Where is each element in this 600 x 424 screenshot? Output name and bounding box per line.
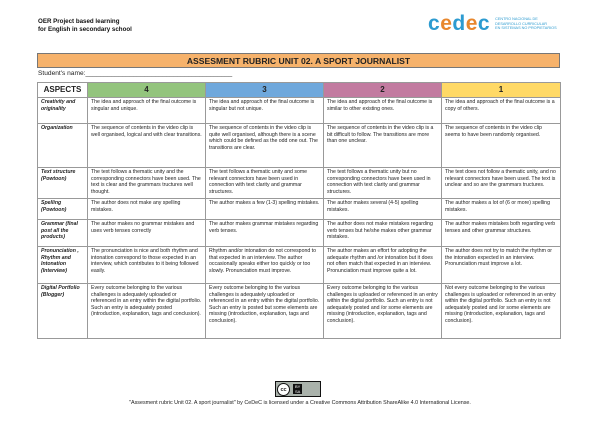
aspect-cell: Creativity and originality: [38, 98, 88, 124]
score-1-cell: The author makes a lot of (6 or more) spelling mistakes.: [442, 199, 561, 220]
aspect-cell: Organization: [38, 124, 88, 168]
rubric-header-row: [38, 83, 561, 98]
score-2-cell: The text follows a thematic unity but no corresponding connectors have been used in connection with text clarity and grammar structures.: [324, 168, 442, 199]
logo-wordmark: cedec: [428, 12, 491, 35]
score-3-cell: The author makes a few (1-3) spelling mistakes.: [206, 199, 324, 220]
score-1-cell: Not every outcome belonging to the various challenges is uploaded or referenced in an entry within the digital portfolio. Such an entry is not adequately posted and /or some elements are missing (introduction, explanation, tags and conclusion).: [442, 284, 561, 339]
score-4-cell: The pronunciation is nice and both rhythm and intonation correspond to those expected in an interview, which contributes to it being followed easily.: [88, 247, 206, 284]
project-header: [38, 18, 132, 34]
score-4-cell: Every outcome belonging to the various challenges is adequately uploaded or referenced in an entry within the digital portfolio. Such an entry is adequately posted (introduction, explanation, tags and conclusion).: [88, 284, 206, 339]
project-header-line2: for English in secondary school: [38, 26, 132, 33]
aspect-cell: Text structure (Powtoon): [38, 168, 88, 199]
table-row: [38, 284, 561, 339]
table-row: [38, 98, 561, 124]
aspect-cell: Digital Portfolio (Blogger): [38, 284, 88, 339]
aspect-cell: Spelling (Powtoon): [38, 199, 88, 220]
logo-subtitle: CENTRO NACIONAL DE DESARROLLO CURRICULAR EN SISTEMAS NO PROPIETARIOS: [495, 17, 557, 31]
score-1-cell: The author makes mistakes both regarding verb tenses and other grammar structures.: [442, 220, 561, 247]
score-4-cell: The author makes no grammar mistakes and uses verb tenses correctly: [88, 220, 206, 247]
score-3-cell: Every outcome belonging to the various challenges is adequately uploaded or referenced in an entry within the digital portfolio. Such an entry is posted but some elements are missing (introduction, explanation, tags and conclusion).: [206, 284, 324, 339]
header-score-1: 1: [442, 83, 561, 98]
table-row: [38, 168, 561, 199]
score-2-cell: The idea and approach of the final outcome is similar to other existing ones.: [324, 98, 442, 124]
rubric-table: [37, 82, 561, 339]
cc-by-sa-icon: BY SA: [295, 384, 301, 394]
table-row: [38, 199, 561, 220]
aspect-cell: Grammar (final post all the products): [38, 220, 88, 247]
table-row: [38, 247, 561, 284]
score-2-cell: Every outcome belonging to the various challenges is uploaded or referenced in an entry within the digital portfolio. Such an entry is not adequately posted and /or some elements are missing (introduction, explanation, tags and conclusion).: [324, 284, 442, 339]
score-1-cell: The text does not follow a thematic unity, and no relevant connectors have been used. The text is unclear and so are the grammars tructures.: [442, 168, 561, 199]
cc-icon: cc: [277, 383, 290, 396]
score-3-cell: The author makes grammar mistakes regarding verb tenses.: [206, 220, 324, 247]
score-3-cell: Rhythm and/or intonation do not correspond to that expected in an interview. The author occasionally speaks either too quickly or too slowly. Pronunciation must improve.: [206, 247, 324, 284]
score-3-cell: The sequence of contents in the video clip is quite well organised, although there is a scene which could be defined as the odd one out. The transitions are clear.: [206, 124, 324, 168]
table-row: [38, 220, 561, 247]
score-2-cell: The sequence of contents in the video clip is a bit difficult to follow. The transitions are more than one unclear.: [324, 124, 442, 168]
project-header-line1: OER Project based learning: [38, 18, 120, 25]
score-3-cell: The idea and approach of the final outcome is singular but not unique.: [206, 98, 324, 124]
score-2-cell: The author does not make mistakes regarding verb tenses but he/she makes other grammar mistakes.: [324, 220, 442, 247]
table-row: [38, 124, 561, 168]
score-1-cell: The author does not try to match the rhythm or the intonation expected in an interview. Pronunciation must improve a lot.: [442, 247, 561, 284]
header-aspects: ASPECTS: [38, 83, 88, 98]
student-name-field: Student's name:________________________________________: [38, 70, 233, 77]
cc-license-badge[interactable]: [275, 381, 321, 397]
score-4-cell: The idea and approach of the final outcome is singular and unique.: [88, 98, 206, 124]
score-4-cell: The author does not make any spelling mistakes.: [88, 199, 206, 220]
score-2-cell: The author makes an effort for adopting the adequate rhythm and /or intonation but it does not often match that expected in an interview. Pronunciation must improve quite a lot.: [324, 247, 442, 284]
score-1-cell: The idea and approach of the final outcome is a copy of others.: [442, 98, 561, 124]
rubric-title: ASSESMENT RUBRIC UNIT 02. A SPORT JOURNALIST: [37, 53, 560, 68]
score-4-cell: The text follows a thematic unity and the corresponding connectors have been used. The text is clear and the grammars tructures well thought.: [88, 168, 206, 199]
score-4-cell: The sequence of contents in the video clip is well organised, logical and with clear transitions.: [88, 124, 206, 168]
header-score-2: 2: [324, 83, 442, 98]
cedec-logo: [428, 12, 585, 36]
header-score-4: 4: [88, 83, 206, 98]
header-score-3: 3: [206, 83, 324, 98]
score-2-cell: The author makes several (4-5) spelling mistakes.: [324, 199, 442, 220]
aspect-cell: Pronunciation , Rhythm and Intonation (Interview): [38, 247, 88, 284]
license-text: "Assesment rubric Unit 02. A sport journalist" by CeDeC is licensed under a Creative Commons Attribution ShareAlike 4.0 International License.: [129, 400, 471, 406]
score-1-cell: The sequence of contents in the video clip seems to have been randomly organised.: [442, 124, 561, 168]
score-3-cell: The text follows a thematic unity and some relevant connectors have been used in connection with text clarity and grammar structures.: [206, 168, 324, 199]
